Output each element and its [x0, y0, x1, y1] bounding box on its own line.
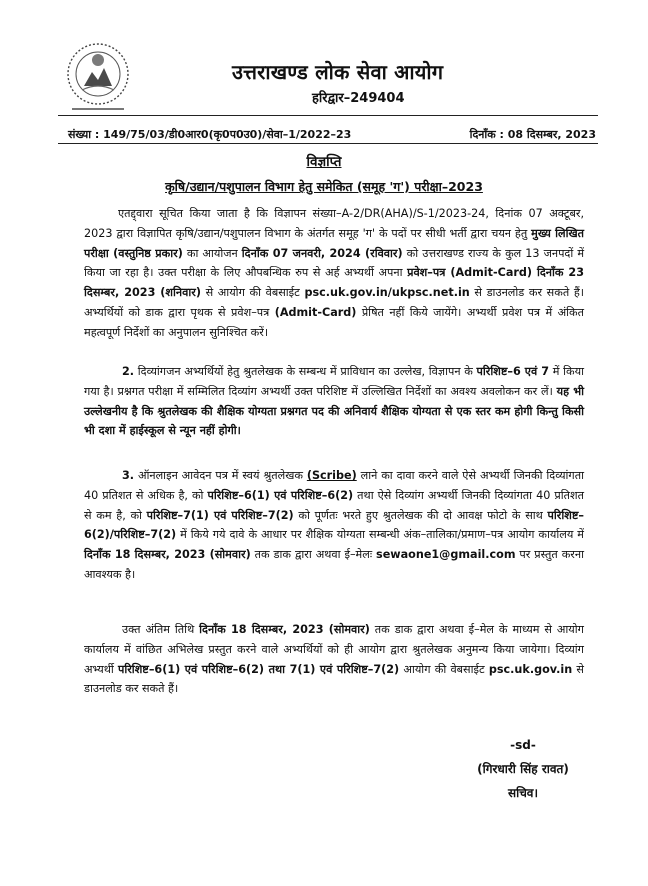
- notice-title: विज्ञप्ति: [306, 154, 342, 170]
- para2-text-2: में किया गया है। प्रश्नगत परीक्षा में सम्मिलित दिव्यांग अभ्यर्थी उक्त परिशिष्ट में उल्लिखित निर्देशों का अवश्य अवलोकन कर लें।: [84, 365, 584, 398]
- paragraph-3: [84, 466, 584, 585]
- para4-website-link[interactable]: psc.uk.gov.in: [488, 662, 573, 676]
- para3-number: 3.: [122, 469, 135, 482]
- para3-appendix-claim: परिशिष्ट–6(2)/परिशिष्ट–7(2): [84, 508, 584, 542]
- emblem-icon: [58, 36, 138, 118]
- para3-text-7: पर प्रस्तुत करना आवश्यक है।: [84, 548, 584, 581]
- para2-appendix: परिशिष्ट–6 एवं 7: [476, 365, 550, 378]
- para4-text-4: से डाउनलोड कर सकते हैं।: [84, 662, 584, 696]
- para3-email-link[interactable]: sewaone1@gmail.com: [376, 548, 516, 562]
- paragraph-4: [84, 620, 584, 699]
- para3-text-5: में किये गये दावे के आधार पर शैक्षिक योग्यता सम्बन्धी अंक–तालिका/प्रमाण–पत्र आयोग कार्यालय में: [176, 528, 584, 542]
- signatory-name: (गिरधारी सिंह रावत): [477, 762, 569, 776]
- para1-text-3: को उत्तराखण्ड राज्य के कुल 13 जनपदों में किया जा रहा है। उक्त परीक्षा के लिए औपबन्धिक रुप से अर्ह अभ्यर्थी अपना: [84, 246, 585, 280]
- para4-appendices: परिशिष्ट–6(1) एवं परिशिष्ट–6(2) तथा 7(1) एवं परिशिष्ट–7(2): [117, 662, 400, 676]
- signature-sd: -sd-: [510, 738, 536, 752]
- para3-text-2: लाने का दावा करने वाले ऐसे अभ्यर्थी जिनकी दिव्यांगता 40 प्रतिशत से अधिक है, को: [84, 469, 584, 502]
- para2-scribe-qualification: यह भी उल्लेखनीय है कि श्रुतलेखक की शैक्षिक योग्यता प्रश्नगत पद की अनिवार्य शैक्षिक योग्यता से एक स्तर कम होगी किन्तु किसी भी दशा में हाईस्कूल से न्यून नहीं होगी।: [84, 384, 584, 438]
- para4-text-1: उक्त अंतिम तिथि: [122, 623, 200, 636]
- para3-scribe: (Scribe): [306, 469, 357, 482]
- org-city: हरिद्वार–249404: [312, 91, 405, 106]
- reference-line: [68, 127, 596, 142]
- signatory-designation: सचिव।: [507, 786, 539, 800]
- para3-text-1: ऑनलाइन आवेदन पत्र में स्वयं श्रुतलेखक: [134, 469, 307, 482]
- para1-text-5: से डाउनलोड कर सकते हैं। अभ्यर्थियों को डाक द्वारा पृथक से प्रवेश–पत्र: [84, 286, 585, 319]
- para1-website-link[interactable]: psc.uk.gov.in/ukpsc.net.in: [304, 286, 470, 300]
- para1-text-4: से आयोग की वेबसाईट: [200, 286, 305, 300]
- org-name: उत्तराखण्ड लोक सेवा आयोग: [232, 60, 444, 84]
- para1-admit-card-date: प्रवेश–पत्र (Admit-Card) दिनाँक 23 दिसम्बर, 2023 (शनिवार): [84, 266, 584, 300]
- para3-appendix-6: परिशिष्ट–6(1) एवं परिशिष्ट–6(2): [207, 488, 354, 502]
- para1-exam-type: मुख्य लिखित परीक्षा (वस्तुनिष्ठ प्रकार): [84, 226, 584, 260]
- para1-text-6: प्रेषित नहीं किये जायेंगे। अभ्यर्थी प्रवेश पत्र में अंकित महत्वपूर्ण निर्देशों का अनुपालन सुनिश्चित करें।: [84, 305, 584, 339]
- para1-text-1: एतद्द्वारा सूचित किया जाता है कि विज्ञापन संख्या–A-2/DR(AHA)/S-1/2023-24, दिनांक 07 अक्टूबर, 2023 द्वारा विज्ञापित कृषि/उद्यान/पशुपालन विभाग के अंतर्गत समूह 'ग' के पदों पर सीधी भर्ती द्वारा चयन हेतु: [84, 207, 584, 240]
- para3-deadline: दिनाँक 18 दिसम्बर, 2023 (सोमवार): [84, 548, 251, 562]
- paragraph-1: [84, 204, 584, 343]
- commission-emblem: [58, 36, 138, 118]
- para4-text-2: तक डाक द्वारा अथवा ई–मेल के माध्यम से आयोग कार्यालय में वांछित अभिलेख प्रस्तुत करने वाले अभ्यर्थियों को ही आयोग द्वारा श्रुतलेखक अनुमन्य किया जायेगा। दिव्यांग अभ्यर्थी: [84, 623, 584, 676]
- para1-admit-card: (Admit-Card): [274, 305, 357, 319]
- para3-text-4: को पूर्णतः भरते हुए श्रुतलेखक की दो आवक्ष फोटो के साथ: [293, 508, 548, 522]
- para1-text-2: का आयोजन: [182, 246, 242, 260]
- header-rule-top: [58, 115, 598, 116]
- para1-exam-date: दिनाँक 07 जनवरी, 2024 (रविवार): [241, 246, 403, 260]
- ref-number: संख्या : 149/75/03/डी0आर0(कृ0प0उ0)/सेवा–1/2022–23: [68, 128, 352, 141]
- para3-text-6: तक डाक द्वारा अथवा ई–मेलः: [250, 548, 377, 562]
- para2-number: 2.: [122, 365, 135, 378]
- notice-date: दिनाँक : 08 दिसम्बर, 2023: [469, 128, 596, 141]
- header-rule-bottom: [58, 143, 598, 144]
- paragraph-2: [84, 362, 584, 441]
- para4-deadline: दिनाँक 18 दिसम्बर, 2023 (सोमवार): [199, 623, 370, 636]
- para3-text-3: तथा ऐसे दिव्यांग अभ्यर्थी जिनकी दिव्यांगता 40 प्रतिशत से कम है, को: [84, 488, 584, 522]
- para4-text-3: आयोग की वेबसाईट: [399, 662, 489, 676]
- para2-text-1: दिव्यांगजन अभ्यर्थियों हेतु श्रुतलेखक के सम्बन्ध में प्राविधान का उल्लेख, विज्ञापन के: [134, 365, 477, 378]
- para3-appendix-7: परिशिष्ट–7(1) एवं परिशिष्ट–7(2): [146, 508, 294, 522]
- notice-subject: कृषि/उद्यान/पशुपालन विभाग हेतु समेकित (समूह 'ग') परीक्षा–2023: [165, 179, 483, 194]
